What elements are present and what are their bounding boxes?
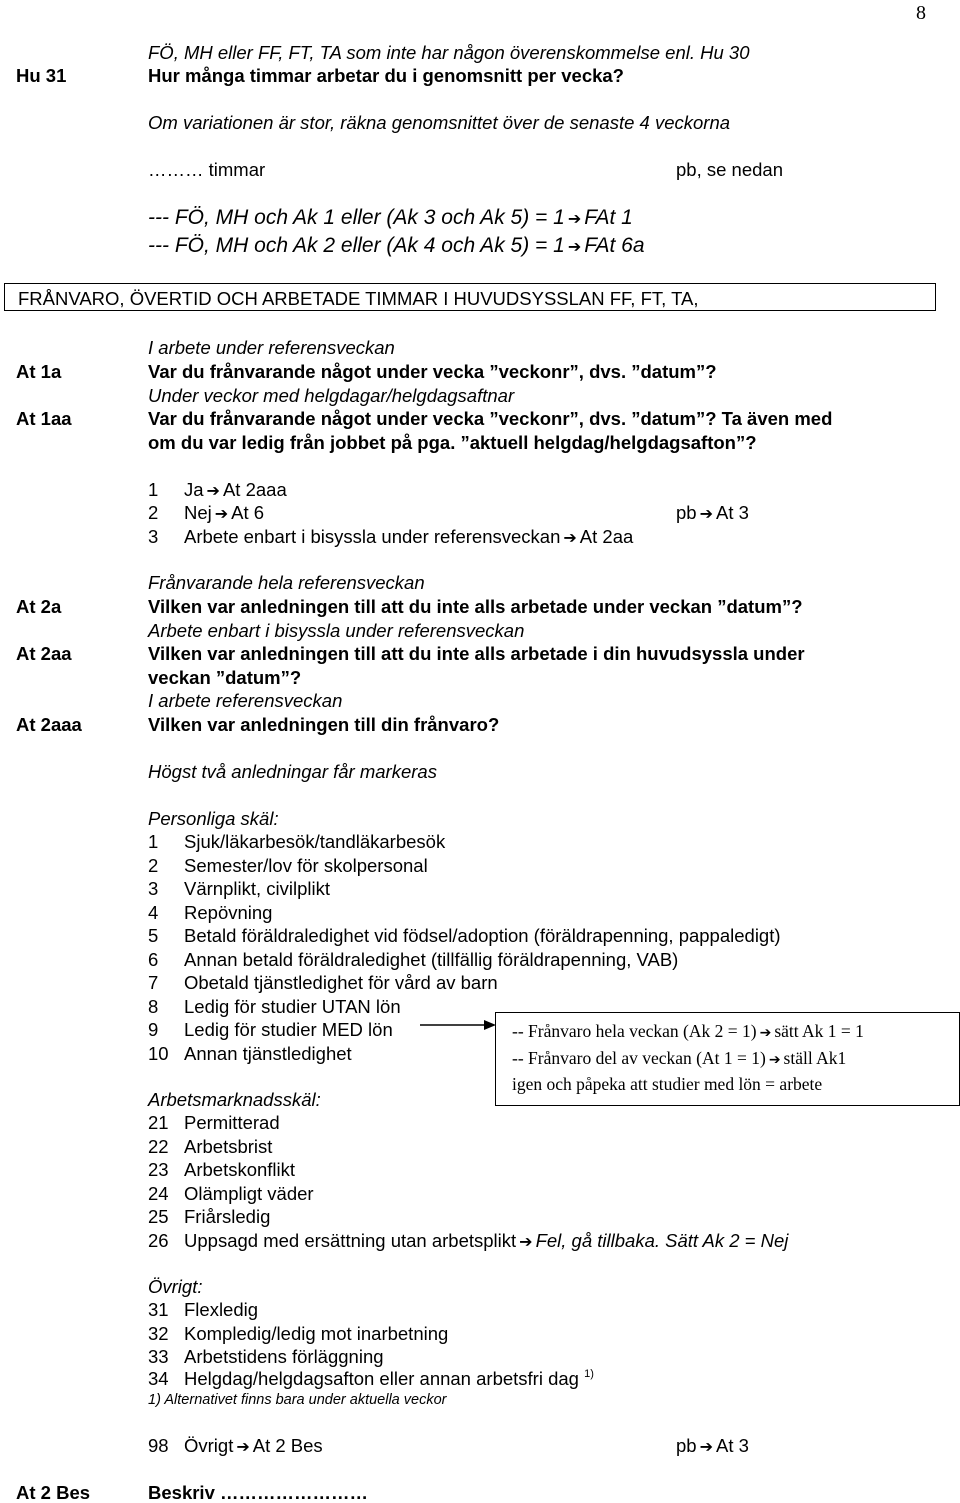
personal-reason-8 [148,996,401,1017]
routing-rule-1-condition: --- FÖ, MH och Ak 1 eller (Ak 3 och Ak 5) = 1 [148,206,565,229]
option-target: At 6 [231,502,265,523]
question-hu31: Hur många timmar arbetar du i genomsnitt per vecka? [148,65,624,86]
reason-number: 10 [148,1042,169,1064]
page-number: 8 [916,2,926,24]
option-label: Arbete enbart i bisyssla under referensveckan [184,526,561,547]
at2a-context: Frånvarande hela referensveckan [148,572,425,593]
option-number: 3 [148,526,159,547]
reason-label: Kompledig/ledig mot inarbetning [184,1322,449,1344]
reason-label: Friårsledig [184,1206,271,1227]
arrow-right-icon: ➔ [519,1232,533,1251]
labour-reason-24 [148,1183,314,1204]
other-reason-33 [148,1346,384,1367]
routing-rule-1-target: FAt 1 [584,206,633,229]
reason-number: 33 [148,1346,169,1367]
personal-reason-6 [148,949,678,970]
option-98-pb [676,1435,749,1456]
at1a-context: I arbete under referensveckan [148,337,395,358]
reason-label: Flexledig [184,1299,259,1320]
note-line-1: -- Frånvaro hela veckan (Ak 2 = 1) [512,1021,757,1041]
at1aa-context: Under veckor med helgdagar/helgdagsaftnar [148,385,515,406]
studies-note-box [495,1012,960,1106]
arrow-right-icon: ➔ [567,209,582,228]
reason-label: Repövning [184,901,273,923]
labour-reason-22 [148,1136,272,1157]
note-line-3: igen och påpeka att studier med lön = arbete [512,1074,823,1094]
option-number: 1 [148,479,159,500]
reason-label: Sjuk/läkarbesök/tandläkarbesök [184,831,446,852]
reason-number: 8 [148,995,159,1017]
reason-number: 3 [148,878,159,899]
reason-label: Semester/lov för skolpersonal [184,854,428,876]
hu30-note: FÖ, MH eller FF, FT, TA som inte har någon överenskommelse enl. Hu 30 [148,42,750,63]
option-2 [148,502,264,523]
reason-number: 7 [148,972,159,993]
personal-reason-1 [148,831,445,852]
other-heading: Övrigt: [148,1276,203,1297]
question-at2aa-line2: veckan ”datum”? [148,667,302,688]
question-at2a: Vilken var anledningen till att du inte alls arbetade under veckan ”datum”? [148,596,803,617]
reason-number: 22 [148,1135,169,1157]
reason-number: 32 [148,1322,169,1344]
note-line-2-target: ställ Ak1 [783,1047,847,1068]
personal-reason-2 [148,855,428,876]
question-code-at1a: At 1a [16,361,62,382]
routing-rule-1 [148,206,633,230]
reason-note: Fel, gå tillbaka. Sätt Ak 2 = Nej [535,1230,789,1251]
question-at1aa-line1: Var du frånvarande något under vecka ”veckonr”, dvs. ”datum”? Ta även med [148,408,833,429]
labour-reason-26 [148,1230,788,1251]
personal-reason-5 [148,925,781,946]
footnote: 1) Alternativet finns bara under aktuella veckor [148,1392,447,1408]
section-header: FRÅNVARO, ÖVERTID OCH ARBETADE TIMMAR I HUVUDSYSSLAN FF, FT, TA, [18,288,699,309]
reason-label: Permitterad [184,1112,280,1133]
personal-reason-4 [148,902,272,923]
at2aa-context: Arbete enbart i bisyssla under referensveckan [148,620,525,641]
reason-label: Annan betald föräldraledighet (tillfällig föräldrapenning, VAB) [184,948,679,970]
routing-rule-2 [148,234,645,258]
reason-label: Obetald tjänstledighet för vård av barn [184,972,498,993]
option-target: At 2aa [579,526,634,547]
arrow-right-icon: ➔ [699,504,713,523]
personal-reason-7 [148,972,498,993]
reason-label: Ledig för studier MED lön [184,1019,393,1040]
reason-number: 25 [148,1206,169,1227]
personal-reason-10 [148,1043,352,1064]
note-line-2: -- Frånvaro del av veckan (At 1 = 1) [512,1047,766,1068]
reason-label: Helgdag/helgdagsafton eller annan arbetsfri dag [184,1368,579,1389]
arrow-right-icon: ➔ [567,237,582,256]
routing-rule-2-target: FAt 6a [584,234,645,257]
describe-field[interactable]: Beskriv …………………… [148,1482,368,1503]
option-2-pb [676,502,749,523]
reason-number: 24 [148,1182,169,1204]
reason-label: Betald föräldraledighet vid födsel/adoption (föräldrapenning, pappaledigt) [184,925,781,946]
option-label: Nej [184,502,212,523]
reason-number: 2 [148,854,159,876]
arrow-right-icon: ➔ [206,481,220,500]
option-label: Ja [184,479,204,500]
arrow-right-icon: ➔ [699,1437,713,1456]
reason-label: Arbetstidens förläggning [184,1346,384,1367]
personal-reason-9 [148,1019,393,1040]
labour-reason-21 [148,1112,280,1133]
question-at1aa-line2: om du var ledig från jobbet på pga. ”aktuell helgdag/helgdagsafton”? [148,432,757,453]
question-at1a: Var du frånvarande något under vecka ”veckonr”, dvs. ”datum”? [148,361,717,382]
reason-label: Annan tjänstledighet [184,1042,352,1064]
question-code-at2aa: At 2aa [16,643,72,664]
question-code-hu31: Hu 31 [16,65,67,86]
variation-note: Om variationen är stor, räkna genomsnittet över de senaste 4 veckorna [148,112,731,133]
question-code-at2bes: At 2 Bes [16,1482,91,1503]
reason-number: 26 [148,1230,169,1251]
arrow-right-icon: ➔ [236,1437,250,1456]
arrow-right-icon: ➔ [759,1025,772,1041]
option-target: At 2aaa [222,479,287,500]
question-code-at2a: At 2a [16,596,62,617]
labour-reason-23 [148,1159,295,1180]
arrow-right-icon: ➔ [214,504,229,523]
question-at2aaa: Vilken var anledningen till din frånvaro? [148,714,500,735]
reason-label: Arbetsbrist [184,1135,273,1157]
footnote-marker: 1) [584,1368,594,1380]
option-target: At 2 Bes [252,1435,323,1456]
option-number: 98 [148,1435,169,1456]
option-number: 2 [148,502,159,523]
reason-number: 23 [148,1159,169,1180]
reason-number: 9 [148,1019,159,1040]
option-98 [148,1435,323,1456]
question-code-at1aa: At 1aa [16,408,72,429]
reason-number: 21 [148,1112,169,1133]
personal-reason-3 [148,878,330,899]
max-reasons-note: Högst två anledningar får markeras [148,761,437,782]
reason-number: 5 [148,925,159,946]
reason-label: Ledig för studier UTAN lön [184,995,401,1017]
pb-target: At 3 [715,1435,749,1456]
personal-heading: Personliga skäl: [148,808,279,829]
reason-number: 1 [148,831,159,852]
reason-number: 31 [148,1299,169,1320]
reason-number: 34 [148,1368,169,1389]
reason-label: Arbetskonflikt [184,1159,296,1180]
reason-label: Värnplikt, civilplikt [184,878,330,899]
option-1 [148,479,287,500]
at2aaa-context: I arbete referensveckan [148,690,343,711]
reason-number: 6 [148,948,159,970]
other-reason-31 [148,1299,258,1320]
labour-reason-25 [148,1206,270,1227]
option-label: Övrigt [184,1435,234,1456]
note-line-1-target: sätt Ak 1 = 1 [774,1021,864,1041]
hours-answer: ……… timmar [148,159,266,180]
question-code-at2aaa: At 2aaa [16,714,82,735]
reason-label: Olämpligt väder [184,1182,314,1204]
labour-heading: Arbetsmarknadsskäl: [148,1089,321,1110]
reason-number: 4 [148,901,159,923]
pb-label: pb [676,502,697,523]
arrow-to-note-icon [420,1018,498,1032]
pb-label: pb [676,1435,697,1456]
other-reason-34 [148,1368,594,1389]
routing-rule-2-condition: --- FÖ, MH och Ak 2 eller (Ak 4 och Ak 5) = 1 [148,234,565,257]
arrow-right-icon: ➔ [768,1051,781,1068]
question-at2aa-line1: Vilken var anledningen till att du inte alls arbetade i din huvudsyssla under [148,643,805,664]
other-reason-32 [148,1323,448,1344]
pb-target: At 3 [715,502,749,523]
option-3 [148,526,633,547]
reason-label: Uppsagd med ersättning utan arbetsplikt [184,1230,517,1251]
arrow-right-icon: ➔ [563,528,577,547]
hours-pb: pb, se nedan [676,159,783,180]
